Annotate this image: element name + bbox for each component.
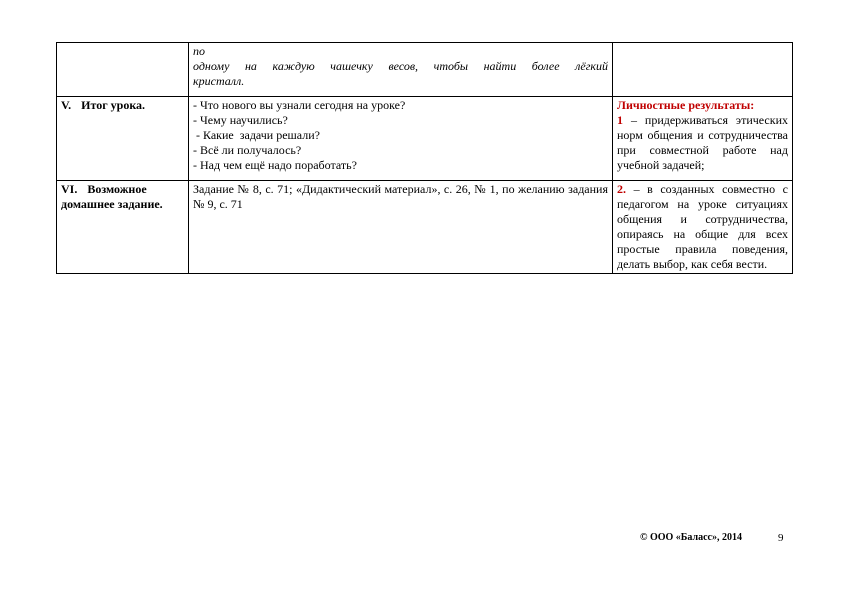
- result-text: – придерживаться этических норм общения и сотрудничества при совместной работе над учебной задачей;: [617, 113, 788, 172]
- lesson-plan-table: [56, 42, 793, 274]
- question-line: - Какие задачи решали?: [193, 128, 320, 142]
- stage-cell: [57, 97, 189, 181]
- stage-number: VI.: [61, 182, 78, 196]
- copyright-footer: © ООО «Баласс», 2014: [640, 532, 742, 543]
- stage-title: Возможное домашнее задание.: [61, 182, 163, 211]
- stage-cell: [57, 181, 189, 274]
- homework-text: Задание № 8, с. 71; «Дидактический материал», с. 26, № 1, по желанию задания № 9, с. 71: [193, 182, 608, 211]
- table-row: [57, 43, 793, 97]
- question-line: - Чему научились?: [193, 113, 288, 127]
- stage-cell: [57, 43, 189, 97]
- question-line: - Всё ли получалось?: [193, 143, 302, 157]
- stage-title: Итог урока.: [81, 98, 146, 112]
- content-line: по: [193, 44, 205, 58]
- content-line: кристалл.: [193, 74, 245, 88]
- results-cell: [613, 97, 793, 181]
- table-row: [57, 181, 793, 274]
- results-cell: [613, 181, 793, 274]
- results-cell: [613, 43, 793, 97]
- question-line: - Что нового вы узнали сегодня на уроке?: [193, 98, 406, 112]
- content-cell: [189, 97, 613, 181]
- table-row: [57, 97, 793, 181]
- content-cell: [189, 181, 613, 274]
- result-number: 2.: [617, 182, 626, 196]
- result-text: – в созданных совместно с педагогом на уроке ситуациях общения и сотрудничества, опираясь на общие для всех простые правила поведения, делать выбор, как себя вести.: [617, 182, 788, 271]
- page-number: 9: [778, 532, 784, 544]
- content-line: одному на каждую чашечку весов, чтобы найти более лёгкий: [193, 59, 608, 73]
- stage-number: V.: [61, 98, 72, 112]
- result-number: 1: [617, 113, 623, 127]
- content-cell: [189, 43, 613, 97]
- question-line: - Над чем ещё надо поработать?: [193, 158, 357, 172]
- results-heading: Личностные результаты:: [617, 98, 755, 112]
